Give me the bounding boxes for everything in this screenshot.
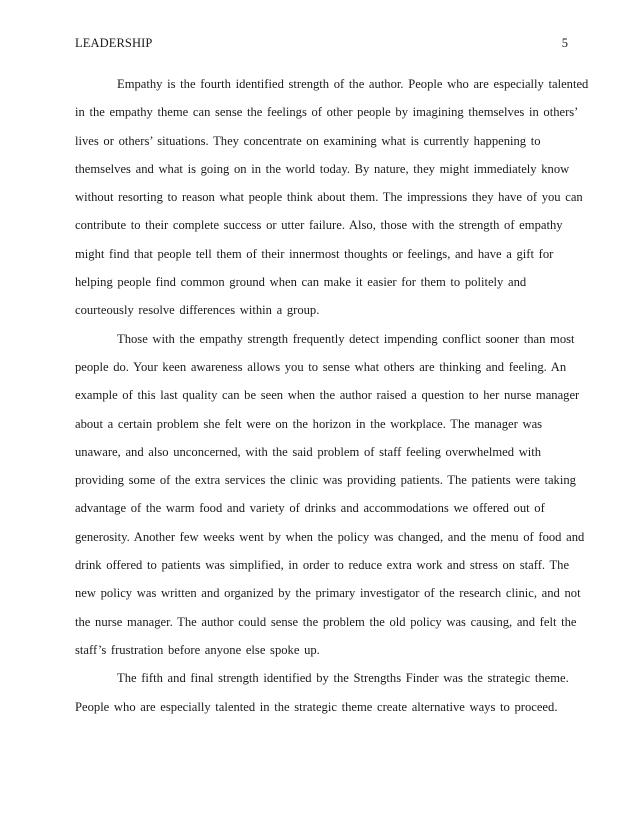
text-line: The fifth and final strength identified by the Strengths Finder was the strategic theme.	[117, 671, 569, 686]
text-line: contribute to their complete success or utter failure. Also, those with the strength of empathy	[75, 218, 563, 233]
text-line: advantage of the warm food and variety of drinks and accommodations we offered out of	[75, 501, 545, 516]
text-line: new policy was written and organized by the primary investigator of the research clinic, and not	[75, 586, 581, 601]
page-number: 5	[561, 36, 568, 50]
text-line: lives or others’ situations. They concentrate on examining what is currently happening to	[75, 133, 541, 148]
text-line: helping people find common ground when can make it easier for them to politely and	[75, 275, 527, 290]
text-line: the nurse manager. The author could sense the problem the old policy was causing, and felt the	[75, 614, 577, 629]
text-line: example of this last quality can be seen when the author raised a question to her nurse manager	[75, 388, 580, 403]
text-line: drink offered to patients was simplified, in order to reduce extra work and stress on staff. The	[75, 558, 570, 573]
text-line: without resorting to reason what people think about them. The impressions they have of you can	[75, 190, 583, 205]
text-line: People who are especially talented in the strategic theme create alternative ways to proceed.	[75, 699, 558, 714]
text-line: Empathy is the fourth identified strength of the author. People who are especially talented	[117, 77, 589, 91]
text-line: about a certain problem she felt were on the horizon in the workplace. The manager was	[75, 416, 543, 431]
text-line: staff’s frustration before anyone else spoke up.	[75, 642, 320, 657]
text-line: might find that people tell them of their innermost thoughts or feelings, and have a gift for	[75, 246, 554, 261]
text-line: in the empathy theme can sense the feelings of other people by imagining themselves in others’	[75, 105, 579, 120]
body-text	[75, 70, 589, 721]
text-line: themselves and what is going on in the world today. By nature, they might immediately know	[75, 161, 570, 176]
text-line: courteously resolve differences within a group.	[75, 303, 320, 318]
running-head: LEADERSHIP	[75, 36, 153, 50]
text-line: people do. Your keen awareness allows you to sense what others are thinking and feeling. An	[75, 359, 567, 374]
text-line: Those with the empathy strength frequently detect impending conflict sooner than most	[117, 331, 575, 346]
text-line: unaware, and also unconcerned, with the said problem of staff feeling overwhelmed with	[75, 444, 542, 459]
text-line: providing some of the extra services the clinic was providing patients. The patients were taking	[75, 473, 576, 488]
text-line: generosity. Another few weeks went by when the policy was changed, and the menu of food and	[75, 529, 585, 544]
